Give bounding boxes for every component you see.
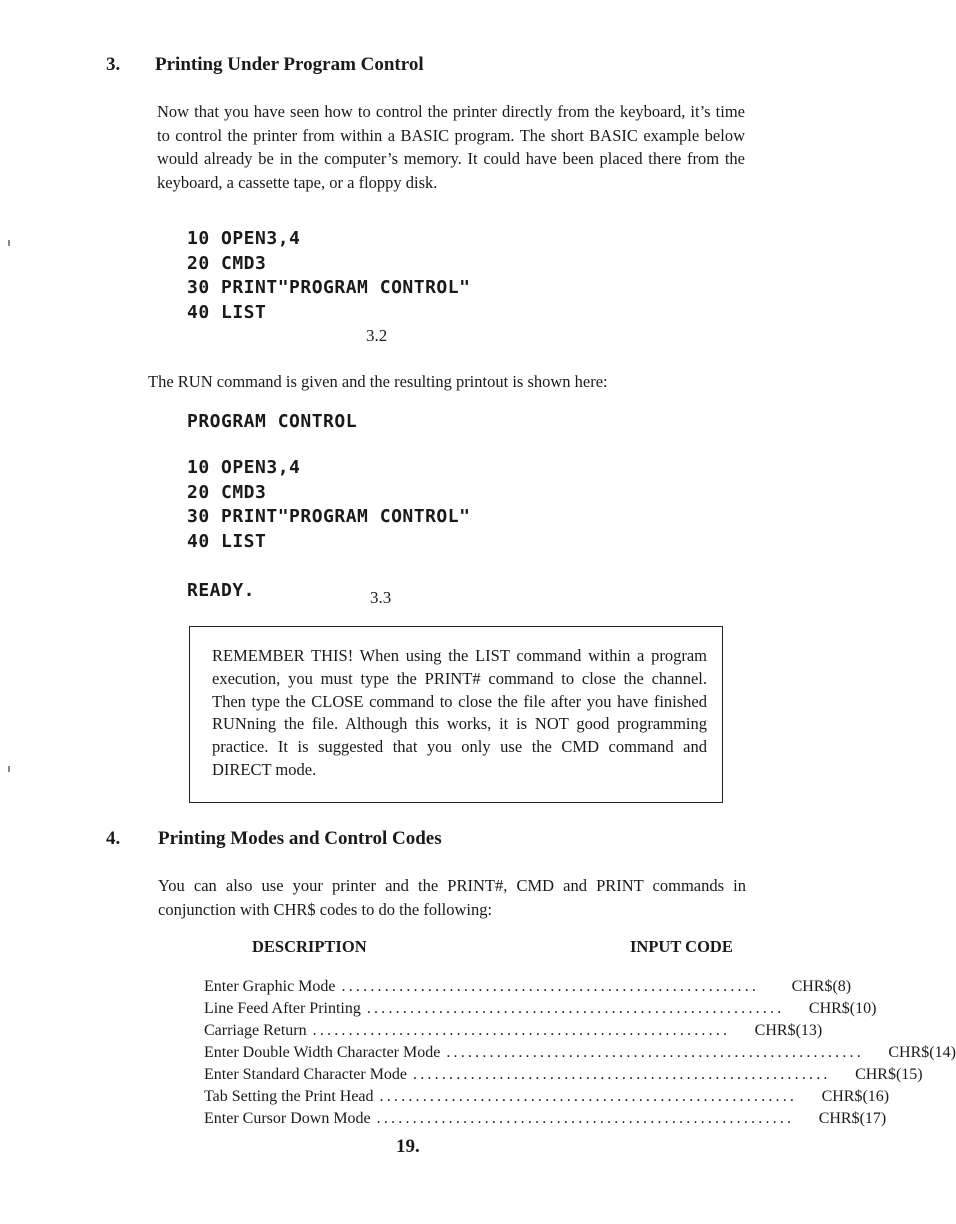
printout-line: 10 OPEN3,4 [187,457,301,478]
run-description: The RUN command is given and the resulting printout is shown here: [148,372,608,391]
code-table [204,978,956,1132]
leader-dots: .......................................................... [341,978,760,995]
figure-label-3-2: 3.2 [366,326,388,345]
leader-dots: .......................................................... [376,1110,795,1127]
table-row [204,978,852,1000]
ready-line: READY. [187,580,256,601]
printout-line: 20 CMD3 [187,481,267,503]
leader-dots: .......................................................... [413,1066,831,1083]
row-description: Carriage Return [204,1022,307,1039]
table-row [204,1000,877,1022]
row-code: CHR$(10) [808,1000,877,1017]
figure-label-3-3: 3.3 [370,588,392,607]
row-description: Tab Setting the Print Head [204,1088,374,1105]
row-code: CHR$(16) [821,1088,890,1105]
listing-line: 20 CMD3 [187,252,267,274]
table-row [204,1110,887,1132]
note-text: REMEMBER THIS! When using the LIST command within a program execution, you must type the PRINT# command to close the channel. Then type the CLOSE command to close the file after you have finished RUNning the file. Although this works, it is NOT good programming practice. It is suggested that you only use the CMD command and DIRECT mode. [212,646,707,779]
leader-dots: .......................................................... [312,1022,731,1039]
row-code: CHR$(13) [754,1022,823,1039]
row-description: Enter Standard Character Mode [204,1066,408,1083]
page-number: 19. [396,1136,420,1157]
row-code: CHR$(8) [791,978,852,995]
section-4-intro: You can also use your printer and the PRINT#, CMD and PRINT commands in conjunction with CHR$ codes to do the following: [158,876,746,919]
note-box [189,626,723,803]
table-row [204,1044,956,1066]
scan-mark [8,240,10,246]
listing-line: 30 PRINT"PROGRAM CONTROL" [187,277,471,298]
scan-mark [8,766,10,772]
printout-line: 40 LIST [187,530,267,552]
row-code: CHR$(15) [855,1066,923,1083]
section-4-title: Printing Modes and Control Codes [158,828,442,849]
leader-dots: .......................................................... [446,1044,864,1061]
row-description: Enter Double Width Character Mode [204,1044,441,1061]
printout-ready [187,579,255,604]
table-header-description: DESCRIPTION [252,937,367,956]
program-listing [187,227,470,325]
section-3-intro: Now that you have seen how to control the printer directly from the keyboard, it’s time to control the printer from within a BASIC program. The short BASIC example below would already be in the computer’s memory. It could have been placed there from the keyboard, a cassette tape, or a floppy disk. [157,102,745,192]
section-3-title: Printing Under Program Control [155,54,424,75]
listing-line: 10 OPEN3,4 [187,228,301,249]
table-header-input-code: INPUT CODE [630,937,733,956]
table-row [204,1088,890,1110]
table-row [204,1066,923,1088]
leader-dots: .......................................................... [366,1000,785,1017]
row-description: Enter Graphic Mode [204,978,336,995]
leader-dots: .......................................................... [379,1088,798,1105]
printout-line: 30 PRINT"PROGRAM CONTROL" [187,506,471,527]
printout-title-line: PROGRAM CONTROL [187,411,358,432]
section-4-number: 4. [106,828,121,849]
row-description: Enter Cursor Down Mode [204,1110,371,1127]
table-row [204,1022,823,1044]
printout-listing [187,456,470,554]
row-description: Line Feed After Printing [204,1000,361,1017]
row-code: CHR$(17) [818,1110,887,1127]
section-3-number: 3. [106,54,121,75]
row-code: CHR$(14) [888,1044,956,1061]
listing-line: 40 LIST [187,301,267,323]
printout-title [187,410,357,435]
